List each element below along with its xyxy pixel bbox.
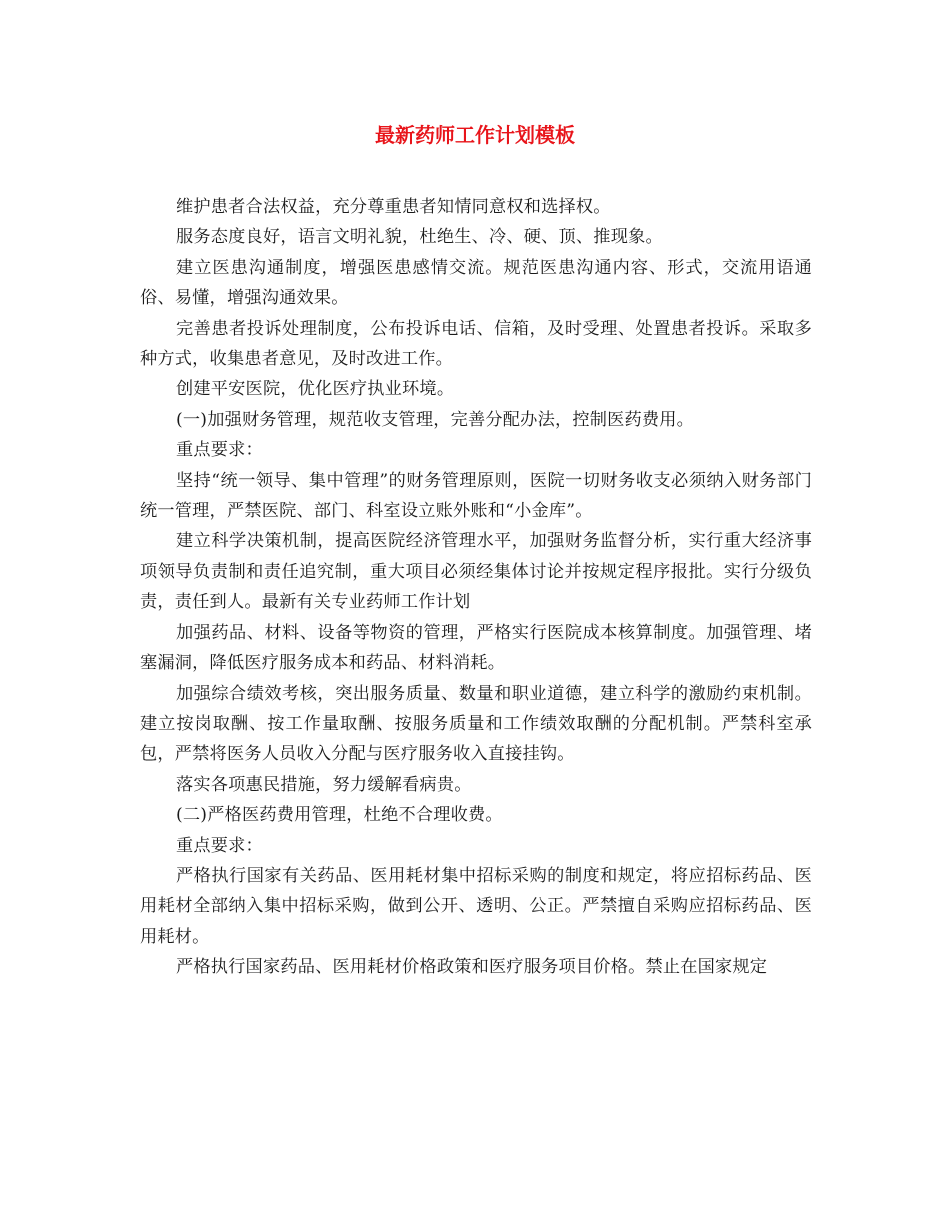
paragraph: 完善患者投诉处理制度，公布投诉电话、信箱，及时受理、处置患者投诉。采取多种方式，收集患者意见，及时改进工作。 xyxy=(140,318,812,370)
section-heading: (一)加强财务管理，规范收支管理，完善分配办法，控制医药费用。 xyxy=(176,409,695,430)
paragraph: 落实各项惠民措施，努力缓解看病贵。 xyxy=(176,774,472,795)
requirements-label: 重点要求： xyxy=(176,835,263,856)
paragraph: 建立科学决策机制，提高医院经济管理水平，加强财务监督分析，实行重大经济事项领导负责制和责任追究制，重大项目必须经集体讨论并按规定程序报批。实行分级负责，责任到人。最新有关专业药师工作计划 xyxy=(140,531,812,613)
paragraph: 加强药品、材料、设备等物资的管理，严格实行医院成本核算制度。加强管理、堵塞漏洞，降低医疗服务成本和药品、材料消耗。 xyxy=(140,622,812,674)
document-body xyxy=(140,192,812,983)
section-heading: (二)严格医药费用管理，杜绝不合理收费。 xyxy=(176,805,503,826)
requirements-label: 重点要求： xyxy=(176,440,263,461)
paragraph: 服务态度良好，语言文明礼貌，杜绝生、冷、硬、顶、推现象。 xyxy=(176,227,663,248)
document-title: 最新药师工作计划模板 xyxy=(375,123,575,147)
paragraph: 严格执行国家有关药品、医用耗材集中招标采购的制度和规定，将应招标药品、医用耗材全部纳入集中招标采购，做到公开、透明、公正。严禁擅自采购应招标药品、医用耗材。 xyxy=(140,865,812,947)
paragraph: 严格执行国家药品、医用耗材价格政策和医疗服务项目价格。禁止在国家规定 xyxy=(176,957,768,978)
paragraph: 维护患者合法权益，充分尊重患者知情同意权和选择权。 xyxy=(176,197,611,217)
paragraph: 加强综合绩效考核，突出服务质量、数量和职业道德，建立科学的激励约束机制。建立按岗取酬、按工作量取酬、按服务质量和工作绩效取酬的分配机制。严禁科室承包，严禁将医务人员收入分配与医疗服务收入直接挂钩。 xyxy=(140,683,812,765)
paragraph: 创建平安医院，优化医疗执业环境。 xyxy=(176,379,455,400)
paragraph: 建立医患沟通制度，增强医患感情交流。规范医患沟通内容、形式，交流用语通俗、易懂，增强沟通效果。 xyxy=(140,257,812,309)
paragraph: 坚持“统一领导、集中管理”的财务管理原则，医院一切财务收支必须纳入财务部门统一管理，严禁医院、部门、科室设立账外账和“小金库”。 xyxy=(140,470,812,522)
